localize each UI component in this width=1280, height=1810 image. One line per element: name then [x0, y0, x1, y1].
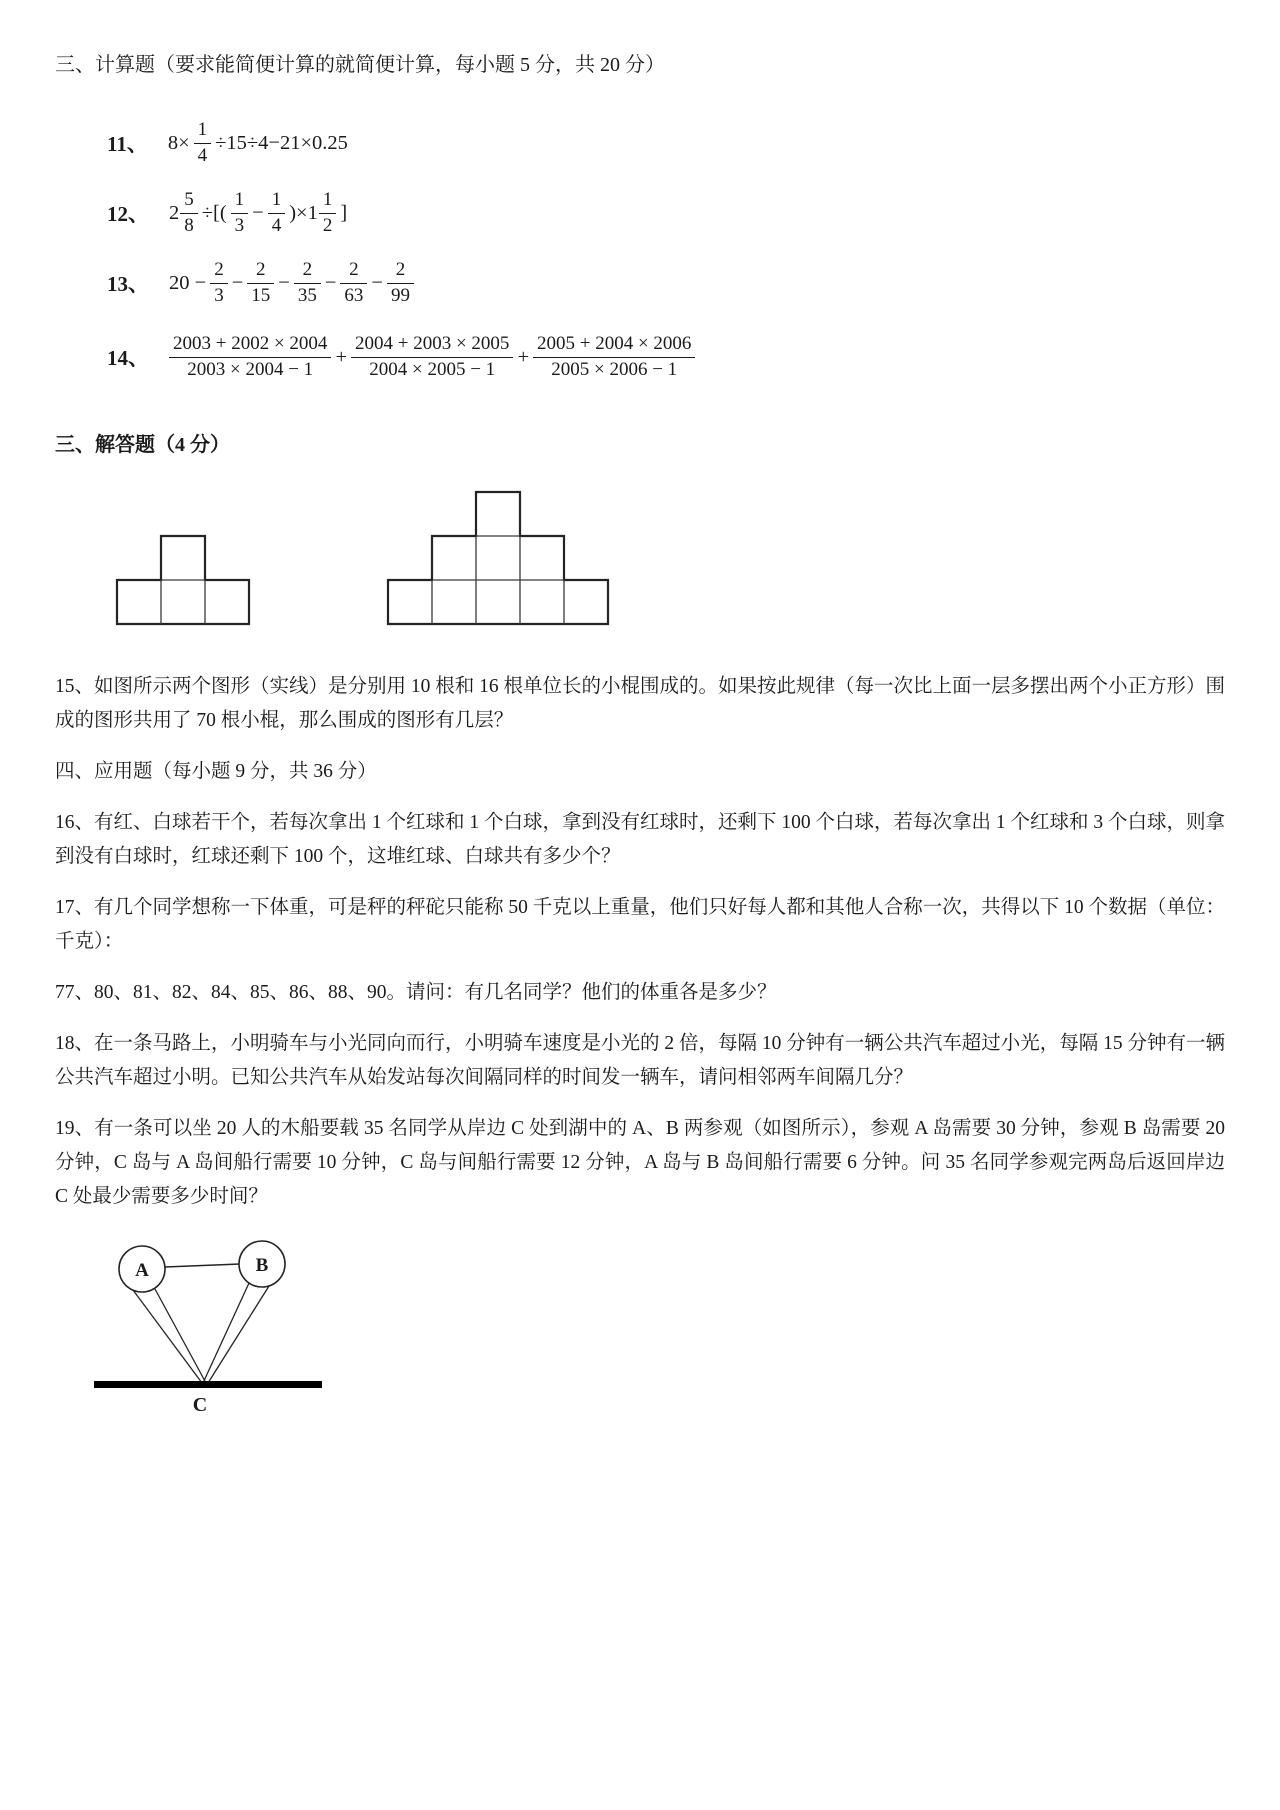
- matchstick-figure-three-layers: [386, 490, 610, 626]
- islands-diagram: [90, 1231, 370, 1431]
- problem-12-expression: [167, 189, 349, 237]
- problem-16-text: 16、有红、白球若干个，若每次拿出 1 个红球和 1 个白球，拿到没有红球时，还剩下 100 个白球，若每次拿出 1 个红球和 3 个白球，则拿到没有白球时，红球还剩下 100 个，这堆红球、白球共有多少个？: [55, 812, 1226, 867]
- fraction: $\frac{2003 + 2002 \times 2004}{2003 \times 2004 - 1}$: [169, 333, 331, 381]
- fraction: $\frac{2}{15}$: [247, 259, 274, 307]
- problem-12-number: 12、: [107, 202, 149, 226]
- route-a-c-right: [155, 1289, 206, 1383]
- problem-11-number: 11、: [107, 132, 148, 156]
- fraction: $\frac{1}{4}$: [268, 189, 286, 237]
- problem-17-text: 17、有几个同学想称一下体重，可是秤的秤砣只能称 50 千克以上重量，他们只好每人都和其他人合称一次，共得以下 10 个数据（单位：千克）：: [55, 897, 1226, 952]
- fraction: $\frac{2005 + 2004 \times 2006}{2005 \times 2006 - 1}$: [533, 333, 695, 381]
- expr-text: )×1: [289, 201, 318, 224]
- expr-operator: −: [252, 201, 264, 224]
- problem-19-text: 19、有一条可以坐 20 人的木船要载 35 名同学从岸边 C 处到湖中的 A、B 两参观（如图所示），参观 A 岛需要 30 分钟，参观 B 岛需要 20 分钟，C 岛与 A 岛间船行需要 10 分钟，C 岛与间船行需要 12 分钟，A 岛与 B 岛间船行需要 6 分钟。问 35 名同学参观完两岛后返回岸边 C 处最少需要多少时间？: [55, 1118, 1225, 1207]
- matchstick-figure-two-layers: [115, 534, 251, 626]
- island-a-label: A: [135, 1260, 149, 1281]
- expr-text: 8×: [167, 131, 190, 154]
- expr-operator: −: [371, 271, 383, 294]
- expr-operator: −: [278, 271, 290, 294]
- fraction: $\frac{2}{63}$: [340, 259, 367, 307]
- fraction: $\frac{1}{2}$: [319, 189, 337, 237]
- problem-13-expression: [167, 259, 416, 307]
- route-a-c-left: [133, 1290, 202, 1383]
- expr-operator: +: [517, 345, 529, 368]
- matchstick-figures: [115, 490, 1225, 626]
- problem-11: [107, 114, 1225, 172]
- shore-bar: [94, 1381, 322, 1388]
- expr-operator: −: [324, 271, 337, 294]
- problem-13-number: 13、: [107, 272, 149, 296]
- problem-12: [107, 184, 1225, 242]
- route-b-c-left: [203, 1283, 249, 1383]
- problem-14-number: 14、: [107, 346, 149, 370]
- fraction: $\frac{2}{99}$: [387, 259, 414, 307]
- island-b-label: B: [255, 1255, 269, 1276]
- section-jieda-heading: 三、解答题（4 分）: [55, 434, 230, 456]
- expr-text: 20 −: [169, 271, 207, 294]
- expr-text: ]: [340, 201, 348, 224]
- problem-14-expression: [167, 333, 697, 381]
- expr-text: 2: [169, 201, 180, 224]
- problem-14: [107, 328, 1225, 386]
- problem-15-text: 15、如图所示两个图形（实线）是分别用 10 根和 16 根单位长的小棍围成的。如果按此规律（每一次比上面一层多摆出两个小正方形）围成的图形共用了 70 根小棍，那么围成的图形有几层？: [55, 676, 1226, 731]
- expr-text: ÷[(: [201, 201, 227, 224]
- shore-c-label: C: [192, 1394, 208, 1416]
- expr-text: ÷15÷4−21×0.25: [215, 131, 348, 154]
- fraction: $\frac{5}{8}$: [180, 189, 198, 237]
- fraction: $\frac{1}{3}$: [231, 189, 249, 237]
- problem-11-expression: [166, 119, 350, 167]
- problem-17-data: 77、80、81、82、84、85、86、88、90。请问：有几名同学？他们的体重各是多少？: [55, 982, 777, 1003]
- fraction: $\frac{2}{35}$: [294, 259, 321, 307]
- fraction: $\frac{1}{4}$: [194, 119, 212, 167]
- fraction: $\frac{2004 + 2003 \times 2005}{2004 \times 2005 - 1}$: [351, 333, 513, 381]
- expr-operator: −: [231, 271, 244, 294]
- problem-13: [107, 254, 1225, 312]
- route-a-b: [165, 1264, 240, 1267]
- section-calc-heading: 三、计算题（要求能简便计算的就简便计算，每小题 5 分，共 20 分）: [55, 54, 665, 76]
- fraction: $\frac{2}{3}$: [210, 259, 228, 307]
- route-b-c-right: [208, 1286, 269, 1383]
- problem-18-text: 18、在一条马路上，小明骑车与小光同向而行，小明骑车速度是小光的 2 倍，每隔 10 分钟有一辆公共汽车超过小光，每隔 15 分钟有一辆公共汽车超过小明。已知公共汽车从始发站每次间隔同样的时间发一辆车，请问相邻两车间隔几分？: [55, 1033, 1226, 1088]
- section-yingyong-heading: 四、应用题（每小题 9 分，共 36 分）: [55, 761, 377, 782]
- expr-operator: +: [335, 345, 347, 368]
